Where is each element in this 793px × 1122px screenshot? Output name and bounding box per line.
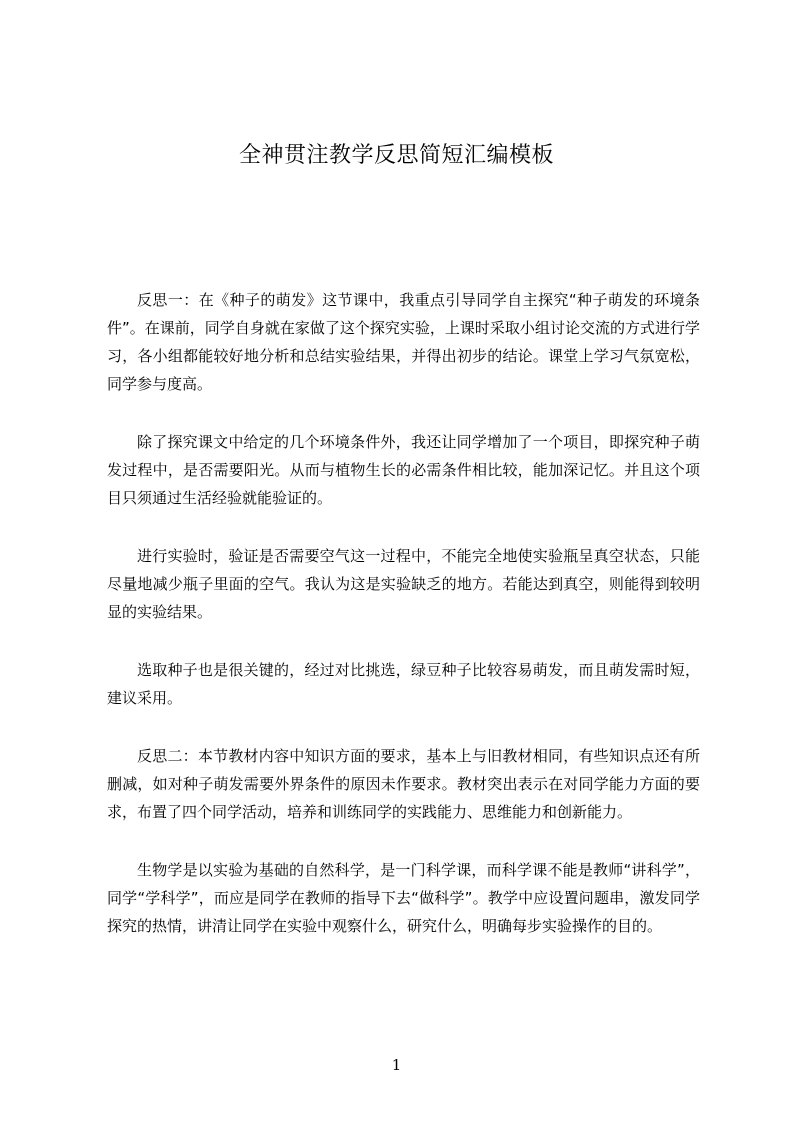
paragraph-reflection-two: 反思二：本节教材内容中知识方面的要求，基本上与旧教材相同，有些知识点还有所删减，如对种子萌发需要外界条件的原因未作要求。教材突出表示在对同学能力方面的要求，布置了四个同学活动，培养和训练同学的实践能力、思维能力和创新能力。 [107,747,700,821]
page-number: 1 [391,1056,402,1074]
paragraph-reflection-one: 反思一：在《种子的萌发》这节课中，我重点引导同学自主探究“种子萌发的环境条件”。在课前，同学自身就在家做了这个探究实验，上课时采取小组讨论交流的方式进行学习，各小组都能较好地分析和总结实验结果，并得出初步的结论。课堂上学习气氛宽松，同学参与度高。 [107,291,700,393]
paragraph-seed-selection: 选取种子也是很关键的，经过对比挑选，绿豆种子比较容易萌发，而且萌发需时短，建议采用。 [107,661,700,707]
paragraph-experiment: 进行实验时，验证是否需要空气这一过程中，不能完全地使实验瓶呈真空状态，只能尽量地减少瓶子里面的空气。我认为这是实验缺乏的地方。若能达到真空，则能得到较明显的实验结果。 [107,547,700,621]
paragraph-extra-condition: 除了探究课文中给定的几个环境条件外，我还让同学增加了一个项目，即探究种子萌发过程中，是否需要阳光。从而与植物生长的必需条件相比较，能加深记忆。并且这个项目只须通过生活经验就能验证的。 [107,433,700,507]
document-body [107,286,700,970]
document-title: 全神贯注教学反思简短汇编模板 [238,143,554,168]
paragraph-biology-science: 生物学是以实验为基础的自然科学，是一门科学课，而科学课不能是教师“讲科学”，同学“学科学”，而应是同学在教师的指导下去“做科学”。教学中应设置问题串，激发同学探究的热情，讲清让同学在实验中观察什么，研究什么，明确每步实验操作的目的。 [107,861,700,935]
